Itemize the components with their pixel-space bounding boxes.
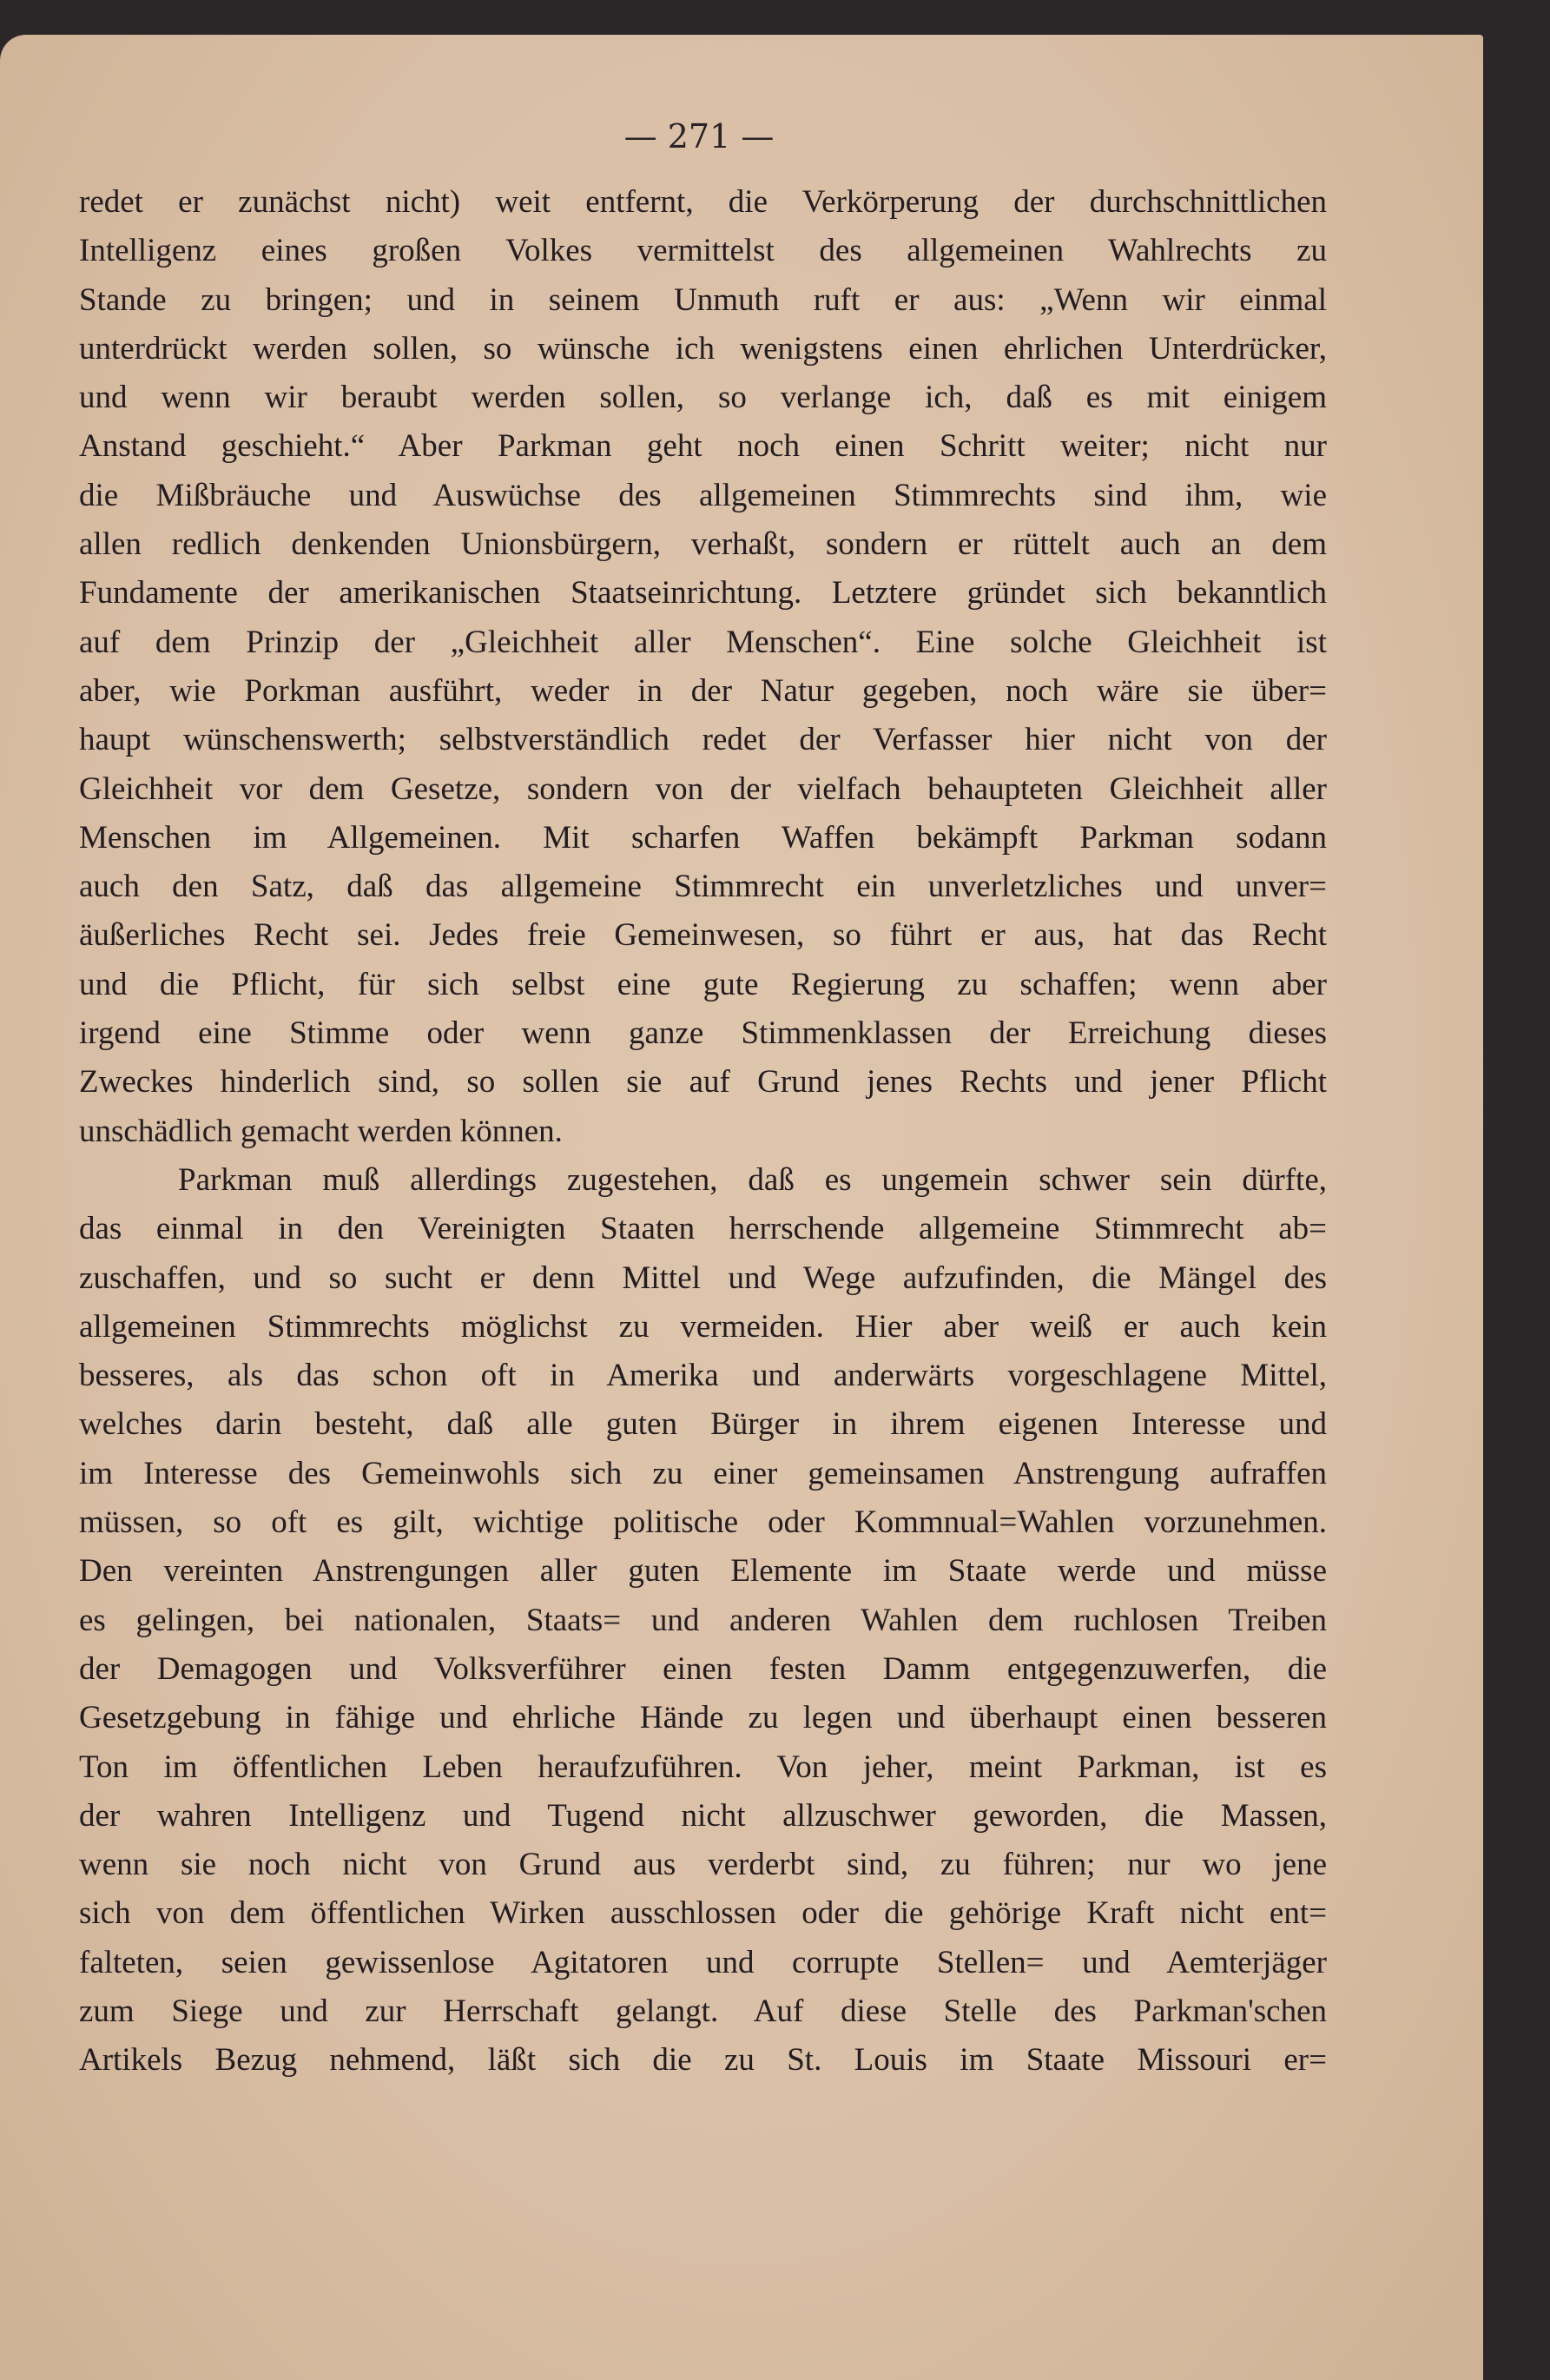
text-line: unterdrückt werden sollen, so wünsche ich wenigstens einen ehrlichen Unterdrücker, xyxy=(79,330,1327,367)
text-line: irgend eine Stimme oder wenn ganze Stimmenklassen der Erreichung dieses xyxy=(79,1015,1327,1052)
text-line: der Demagogen und Volksverführer einen festen Damm entgegenzuwerfen, die xyxy=(79,1650,1327,1687)
text-line: Parkman muß allerdings zugestehen, daß es ungemein schwer sein dürfte, xyxy=(178,1161,1327,1198)
text-line: auch den Satz, daß das allgemeine Stimmrecht ein unverletzliches und unver= xyxy=(79,869,1327,905)
text-line: Stande zu bringen; und in seinem Unmuth ruft er aus: „Wenn wir einmal xyxy=(79,281,1327,318)
book-page xyxy=(0,35,1483,2380)
text-line: Artikels Bezug nehmend, läßt sich die zu St. Louis im Staate Missouri er= xyxy=(79,2042,1327,2079)
text-line: Gesetzgebung in fähige und ehrliche Hände zu legen und überhaupt einen besseren xyxy=(79,1700,1327,1736)
text-line: allen redlich denkenden Unionsbürgern, verhaßt, sondern er rüttelt auch an dem xyxy=(79,526,1327,563)
text-line: welches darin besteht, daß alle guten Bürger in ihrem eigenen Interesse und xyxy=(79,1406,1327,1443)
text-line: zum Siege und zur Herrschaft gelangt. Auf diese Stelle des Parkman'schen xyxy=(79,1993,1327,2029)
text-line: wenn sie noch nicht von Grund aus verderbt sind, zu führen; nur wo jene xyxy=(79,1847,1327,1883)
body-text xyxy=(79,178,1327,2086)
text-line: Fundamente der amerikanischen Staatseinrichtung. Letztere gründet sich bekanntlich xyxy=(79,575,1327,612)
text-line: Zweckes hinderlich sind, so sollen sie auf Grund jenes Rechts und jener Pflicht xyxy=(79,1064,1327,1101)
text-line: unschädlich gemacht werden können. xyxy=(79,1113,563,1149)
text-line: und die Pflicht, für sich selbst eine gute Regierung zu schaffen; wenn aber xyxy=(79,966,1327,1002)
page-number: — 271 — xyxy=(623,117,775,155)
text-line: falteten, seien gewissenlose Agitatoren und corrupte Stellen= und Aemterjäger xyxy=(79,1944,1327,1980)
text-line: der wahren Intelligenz und Tugend nicht allzuschwer geworden, die Massen, xyxy=(79,1797,1327,1834)
text-line: das einmal in den Vereinigten Staaten herrschende allgemeine Stimmrecht ab= xyxy=(79,1211,1327,1247)
text-line: Menschen im Allgemeinen. Mit scharfen Waffen bekämpft Parkman sodann xyxy=(79,819,1327,856)
text-line: besseres, als das schon oft in Amerika und anderwärts vorgeschlagene Mittel, xyxy=(79,1358,1327,1394)
text-line: allgemeinen Stimmrechts möglichst zu vermeiden. Hier aber weiß er auch kein xyxy=(79,1308,1327,1345)
text-line: Gleichheit vor dem Gesetze, sondern von der vielfach behaupteten Gleichheit aller xyxy=(79,770,1327,807)
text-line: Ton im öffentlichen Leben heraufzuführen. Von jeher, meint Parkman, ist es xyxy=(79,1749,1327,1785)
text-line: im Interesse des Gemeinwohls sich zu einer gemeinsamen Anstrengung aufraffen xyxy=(79,1455,1327,1491)
text-line: äußerliches Recht sei. Jedes freie Gemeinwesen, so führt er aus, hat das Recht xyxy=(79,917,1327,954)
text-line: aber, wie Porkman ausführt, weder in der Natur gegeben, noch wäre sie über= xyxy=(79,672,1327,709)
text-line: sich von dem öffentlichen Wirken ausschlossen oder die gehörige Kraft nicht ent= xyxy=(79,1895,1327,1932)
text-line: Den vereinten Anstrengungen aller guten Elemente im Staate werde und müsse xyxy=(79,1553,1327,1590)
text-line: redet er zunächst nicht) weit entfernt, die Verkörperung der durchschnittlichen xyxy=(79,184,1327,220)
text-line: und wenn wir beraubt werden sollen, so verlange ich, daß es mit einigem xyxy=(79,380,1327,416)
text-line: Intelligenz eines großen Volkes vermittelst des allgemeinen Wahlrechts zu xyxy=(79,233,1327,269)
text-line: es gelingen, bei nationalen, Staats= und anderen Wahlen dem ruchlosen Treiben xyxy=(79,1602,1327,1638)
text-line: Anstand geschieht.“ Aber Parkman geht noch einen Schritt weiter; nicht nur xyxy=(79,428,1327,465)
text-line: die Mißbräuche und Auswüchse des allgemeinen Stimmrechts sind ihm, wie xyxy=(79,477,1327,513)
text-line: müssen, so oft es gilt, wichtige politische oder Kommnual=Wahlen vorzunehmen. xyxy=(79,1504,1327,1541)
text-line: auf dem Prinzip der „Gleichheit aller Menschen“. Eine solche Gleichheit ist xyxy=(79,624,1327,660)
text-line: zuschaffen, und so sucht er denn Mittel und Wege aufzufinden, die Mängel des xyxy=(79,1259,1327,1296)
text-line: haupt wünschenswerth; selbstverständlich redet der Verfasser hier nicht von der xyxy=(79,722,1327,758)
